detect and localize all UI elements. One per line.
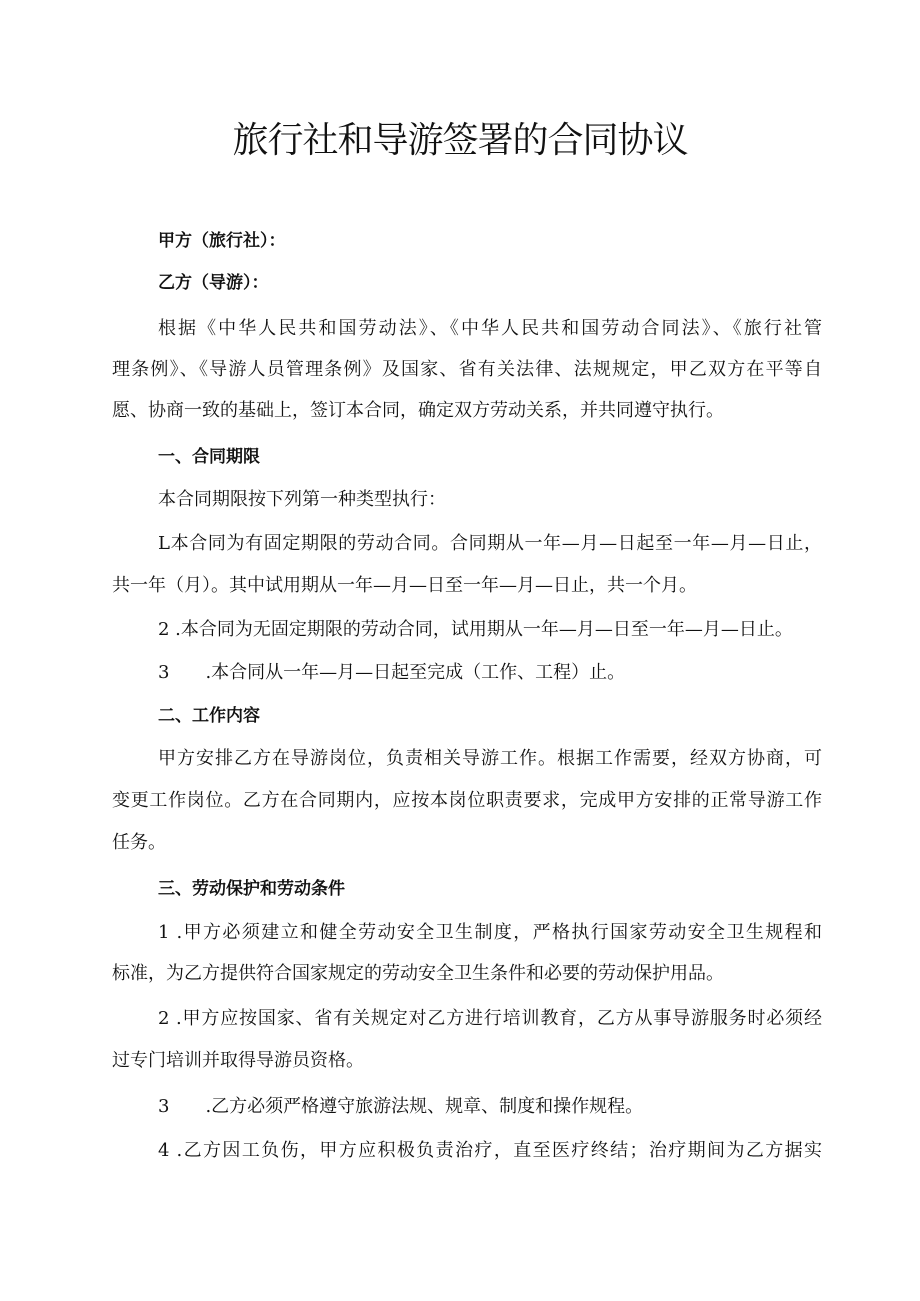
section-3-item-2-line-1: 2 .甲方应按国家、省有关规定对乙方进行培训教育，乙方从事导游服务时必须经 [158,1008,822,1029]
section-3-item-2-line-2: 过专门培训并取得导游员资格。 [112,1050,364,1071]
section-3-item-4-line-1: 4 .乙方因工负伤，甲方应积极负责治疗，直至医疗终结；治疗期间为乙方据实 [158,1140,822,1161]
section-1-item-1-line-1: L本合同为有固定期限的劳动合同。合同期从一年—月—日起至一年—月—日止， [158,533,822,554]
section-2-heading: 二、工作内容 [158,706,260,726]
section-2-line-1: 甲方安排乙方在导游岗位，负责相关导游工作。根据工作需要，经双方协商，可 [158,748,822,769]
party-a-label: 甲方（旅行社）： [158,231,286,251]
section-3-item-3: 3 .乙方必须严格遵守旅游法规、规章、制度和操作规程。 [158,1096,644,1117]
section-2-line-2: 变更工作岗位。乙方在合同期内，应按本岗位职责要求，完成甲方安排的正常导游工作 [112,790,822,811]
section-3-heading: 三、劳动保护和劳动条件 [158,879,345,899]
section-2-line-3: 任务。 [112,832,166,853]
party-b-label: 乙方（导游）： [158,273,269,293]
preamble-line-2: 理条例》、《导游人员管理条例》及国家、省有关法律、法规规定，甲乙双方在平等自 [112,359,822,380]
section-1-item-3: 3 .本合同从一年—月—日起至完成（工作、工程）止。 [158,662,626,683]
document-title: 旅行社和导游签署的合同协议 [232,120,688,161]
preamble-line-1: 根据《中华人民共和国劳动法》、《中华人民共和国劳动合同法》、《旅行社管 [158,318,822,339]
section-3-item-1-line-2: 标准，为乙方提供符合国家规定的劳动安全卫生条件和必要的劳动保护用品。 [112,963,724,984]
section-1-heading: 一、合同期限 [158,447,260,467]
section-1-item-2: 2 .本合同为无固定期限的劳动合同，试用期从一年—月—日至一年—月—日止。 [158,619,793,640]
section-1-intro: 本合同期限按下列第一种类型执行： [158,489,446,510]
section-1-item-1-line-2: 共一年（月）。其中试用期从一年—月—日至一年—月—日止，共一个月。 [112,575,697,596]
section-3-item-1-line-1: 1 .甲方必须建立和健全劳动安全卫生制度，严格执行国家劳动安全卫生规程和 [158,922,822,943]
preamble-line-3: 愿、协商一致的基础上，签订本合同，确定双方劳动关系，并共同遵守执行。 [112,400,724,421]
